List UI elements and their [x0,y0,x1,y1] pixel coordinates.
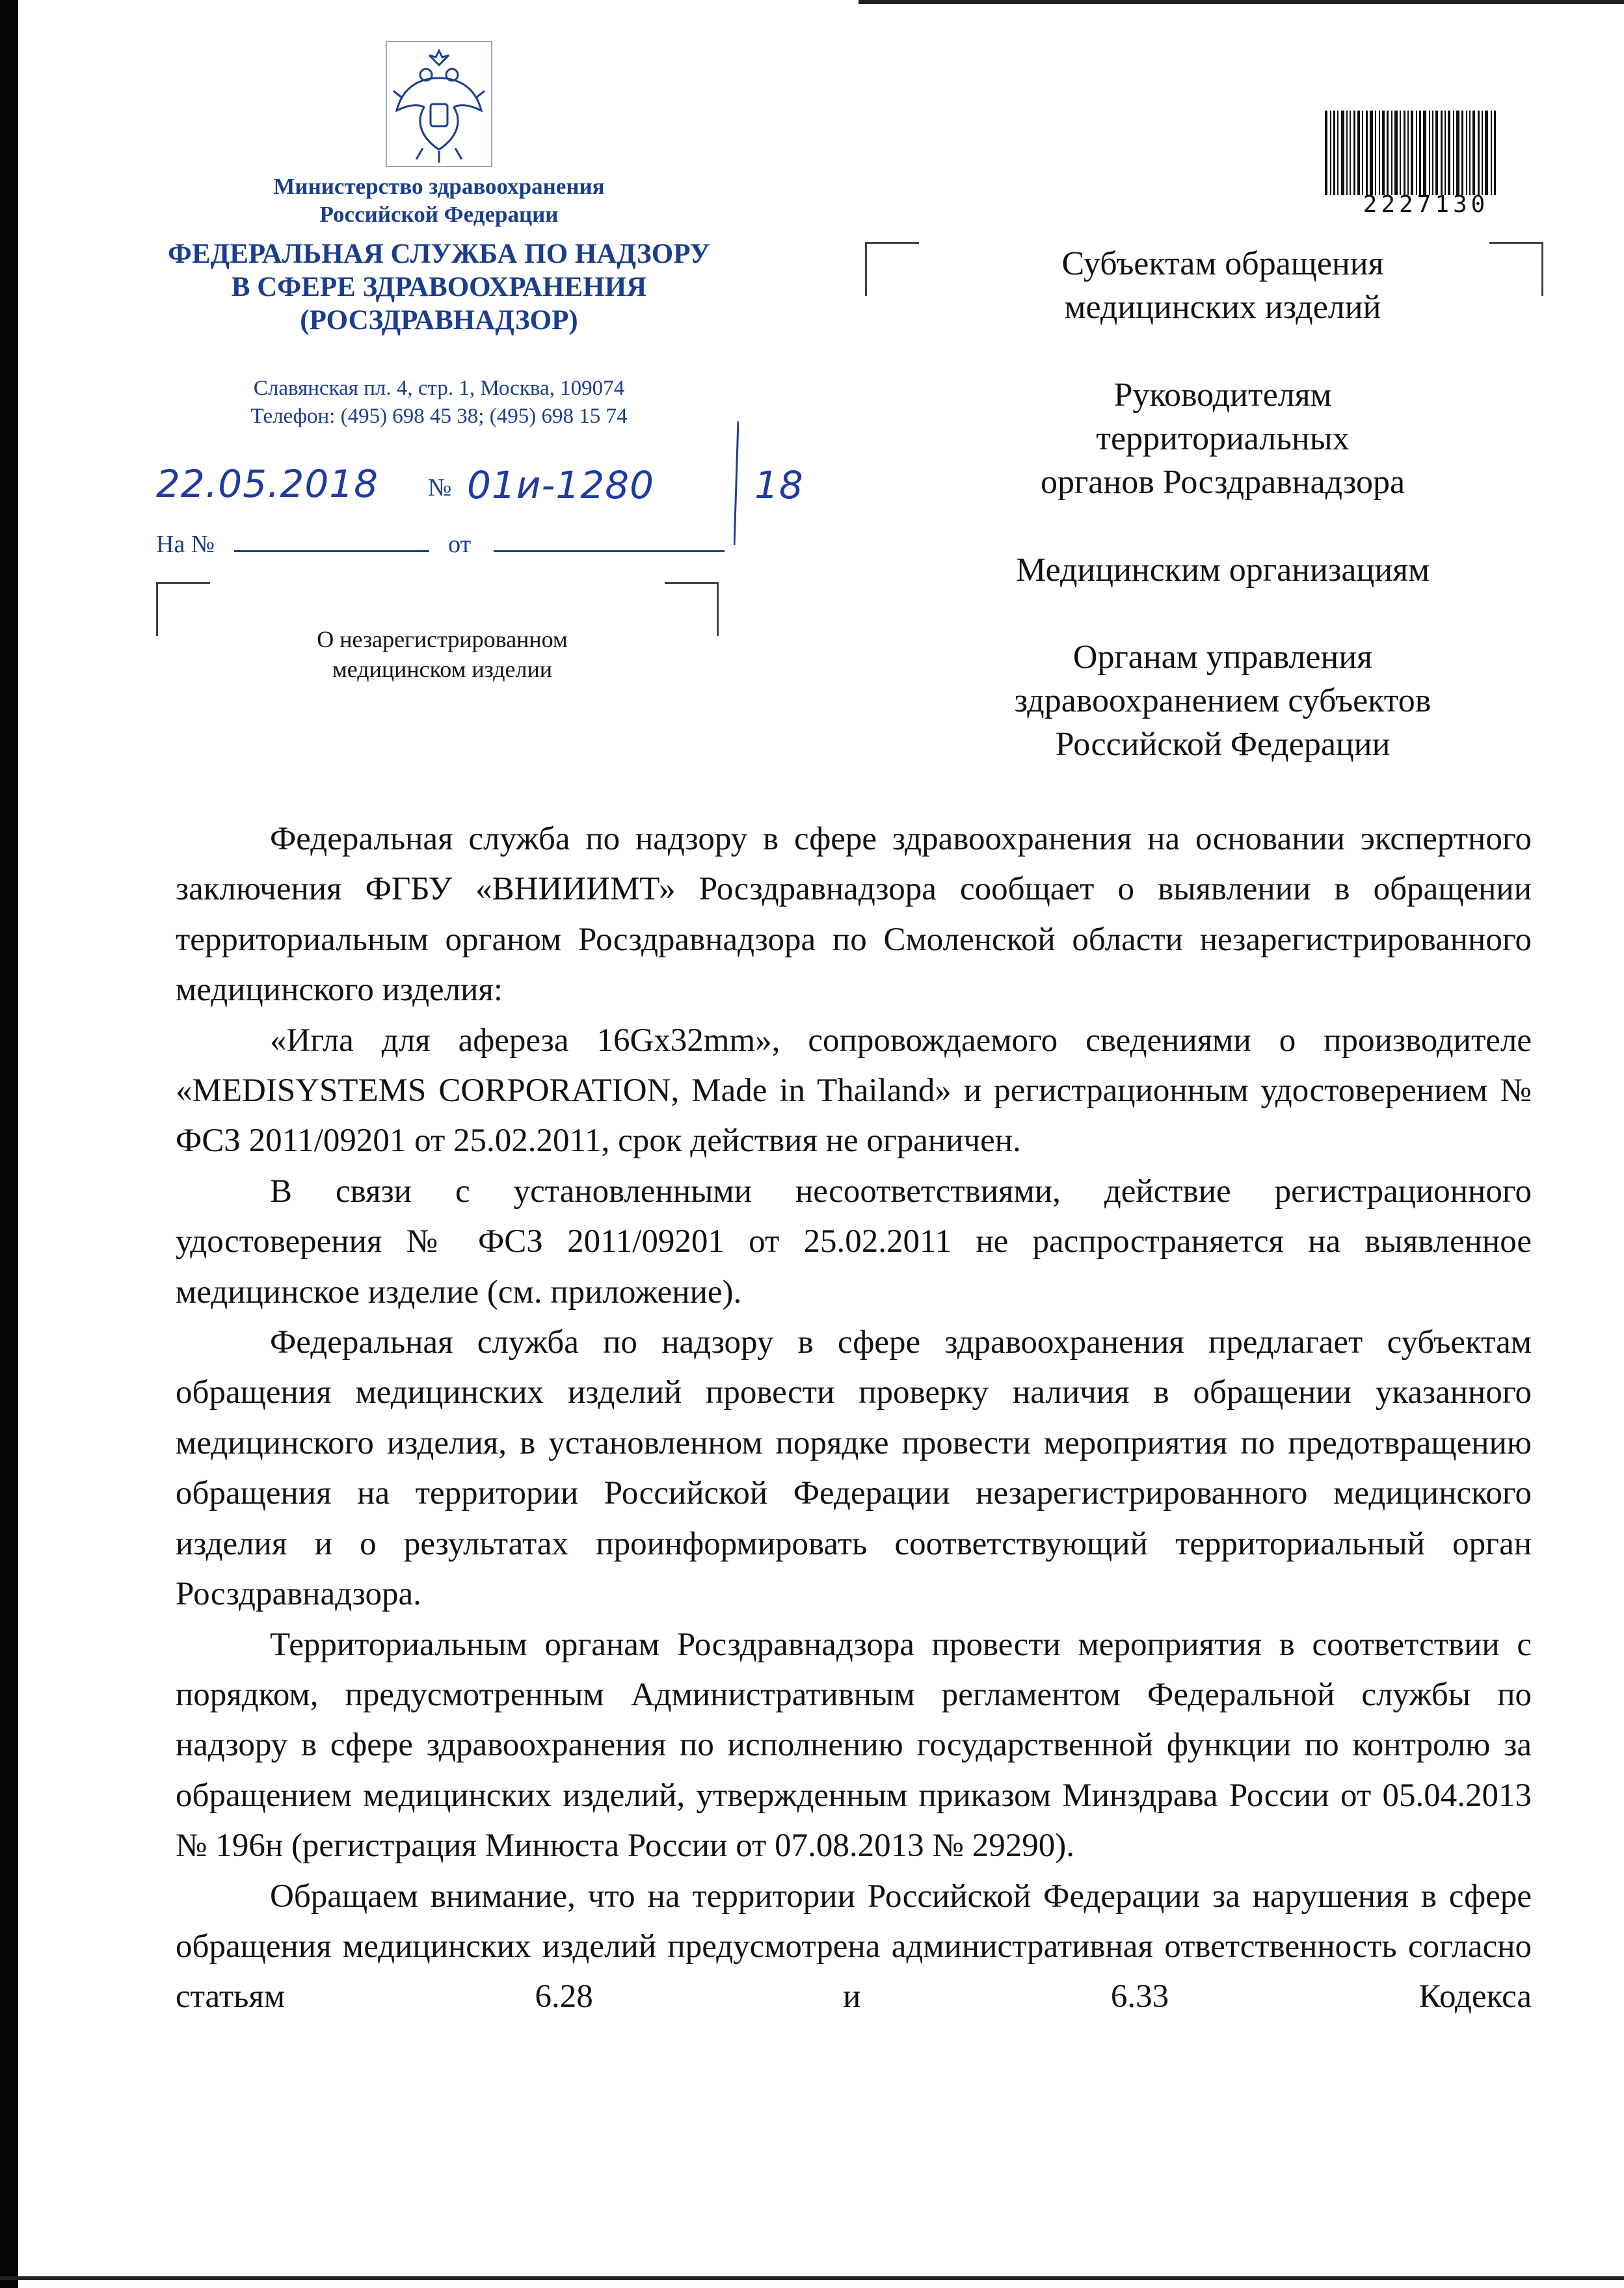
barcode-bar [1375,111,1376,195]
body-paragraph-2: «Игла для афереза 16Gx32mm», сопровождаемого сведениями о производителе «MEDISYSTEMS CORPORATION, Made in Thailand» и регистрационным удостоверением № ФСЗ 2011/09201 от 25.02.2011, срок действия не ограничен. [176,1022,1532,1160]
letter-body [176,814,1532,2023]
barcode-bar [1469,111,1471,195]
barcode-bar [1353,111,1355,195]
agency-line-1: ФЕДЕРАЛЬНАЯ СЛУЖБА ПО НАДЗОРУ [168,239,710,269]
barcode-bar [1407,111,1409,195]
number-sign: № [428,474,452,501]
barcode-bar [1394,111,1398,195]
addressee-line: органов Росздравнадзора [1040,464,1405,501]
barcode-bar [1404,111,1405,195]
body-paragraph-5: Территориальным органам Росздравнадзора провести мероприятия в соответствии с порядком, предусмотренным Административным регламентом Федеральной службы по надзору в сфере здравоохранения по исполнению государственной функции по контролю за обращением медицинских изделий, утвержденным приказом Минздрава России от 05.04.2013 № 196н (регистрация Минюста России от 07.08.2013 № 29290). [176,1626,1532,1865]
barcode-bar [1429,111,1430,195]
addressee-line: здравоохранением субъектов [1014,682,1431,719]
barcode-bar [1419,111,1421,195]
body-paragraph-1: Федеральная служба по надзору в сфере здравоохранения на основании экспертного заключения ФГБУ «ВНИИИМТ» Росздравнадзора сообщает о выявлении в обращении территориальным органом Росздравнадзора по Смоленской области незарегистрированного медицинского изделия: [176,821,1532,1009]
barcode-bar [1411,111,1413,195]
barcode-bar [1370,111,1373,195]
agency-line-3: (РОСЗДРАВНАДЗОР) [300,305,578,336]
addressee-3 [930,548,1515,592]
reply-number-label: На № [156,531,215,558]
barcode-bar [1485,111,1488,195]
barcode-bar [1387,111,1389,195]
body-paragraph-4: Федеральная служба по надзору в сфере здравоохранения предлагает субъектам обращения медицинских изделий провести проверку наличия в обращении указанного медицинского изделия, в установленном порядке провести мероприятия по предотвращению обращения на территории Российской Федерации незарегистрированного медицинского изделия и о результатах проинформировать соответствующий территориальный орган Росздравнадзора. [176,1324,1532,1613]
addressee-line: Медицинским организациям [1016,552,1430,589]
addressee-line: территориальных [1096,420,1350,457]
barcode-bar [1330,111,1331,195]
barcode-bar [1453,111,1454,195]
barcode-bar [1341,111,1344,195]
barcode-bar [1337,111,1338,195]
subject-corner-right [665,582,719,636]
barcode-bar [1432,111,1433,195]
barcode-bar [1400,111,1401,195]
barcode-bar [1325,111,1327,195]
barcode-bar [1362,111,1363,195]
barcode-bar [1491,111,1492,195]
agency-name [137,237,741,337]
barcode-bar [1382,111,1385,195]
registration-number: 01и-1280 [467,463,655,507]
phone-line: Телефон: (495) 698 45 38; (495) 698 15 74 [250,405,628,428]
agency-line-2: В СФЕРЕ ЗДРАВООХРАНЕНИЯ [231,272,647,302]
barcode-bar [1357,111,1360,195]
addressee-1 [930,242,1515,329]
subject-line-2: медицинском изделии [332,656,553,682]
ministry-name [137,172,741,228]
reply-from-label: от [448,531,472,558]
barcode-bar [1444,111,1446,195]
barcode-bar [1448,111,1450,195]
addressee-4 [930,635,1515,766]
addressee-line: Органам управления [1072,639,1373,676]
addressee-line: медицинских изделий [1064,289,1381,326]
barcode-icon [1324,111,1528,195]
barcode-bar [1350,111,1351,195]
addressee-corner-left [865,242,919,296]
barcode-bar [1379,111,1380,195]
barcode-bar [1482,111,1483,195]
scan-edge-bottom [0,2276,1624,2280]
barcode-bar [1472,111,1475,195]
barcode-bar [1466,111,1467,195]
body-paragraph-3: В связи с установленными несоответствиями, действие регистрационного удостоверения № ФСЗ 2011/09201 от 25.02.2011 не распространяется на выявленное медицинское изделие (см. приложение). [176,1173,1532,1310]
addressee-line: Руководителям [1113,377,1332,414]
ministry-line-2: Российской Федерации [319,202,559,227]
ministry-line-1: Министерство здравоохранения [273,174,605,199]
registration-year-suffix: 18 [754,463,804,507]
coat-of-arms-icon [384,39,494,169]
barcode-bar [1333,111,1335,195]
reply-date-blank [494,546,725,552]
barcode-number: 2227130 [1363,191,1489,218]
letter-subject [260,624,624,684]
reply-reference [156,530,725,559]
barcode-bar [1416,111,1417,195]
barcode-bar [1366,111,1368,195]
barcode-bar [1391,111,1392,195]
barcode-bar [1423,111,1426,195]
handwritten-slash [734,421,739,545]
addressee-2 [930,373,1515,504]
barcode-bar [1435,111,1438,195]
barcode-bar [1494,111,1496,195]
subject-corner-left [156,582,210,636]
barcode-bar [1441,111,1443,195]
agency-address [137,375,741,431]
barcode-bar [1456,111,1459,195]
barcode-bar [1461,111,1463,195]
barcode-bar [1346,111,1348,195]
addressee-line: Субъектам обращения [1061,245,1384,282]
addressee-line: Российской Федерации [1055,726,1391,763]
scan-edge-left [0,0,18,2288]
body-paragraph-6: Обращаем внимание, что на территории Российской Федерации за нарушения в сфере обращения медицинских изделий предусмотрена административная ответственность согласно статьям 6.28 и 6.33 Кодекса [176,1878,1532,2015]
scan-edge-top [859,0,1624,4]
reply-number-blank [234,546,429,552]
barcode-bar [1478,111,1480,195]
address-line: Славянская пл. 4, стр. 1, Москва, 109074 [253,377,625,400]
registration-date: 22.05.2018 [156,462,379,506]
subject-line-1: О незарегистрированном [317,626,568,652]
